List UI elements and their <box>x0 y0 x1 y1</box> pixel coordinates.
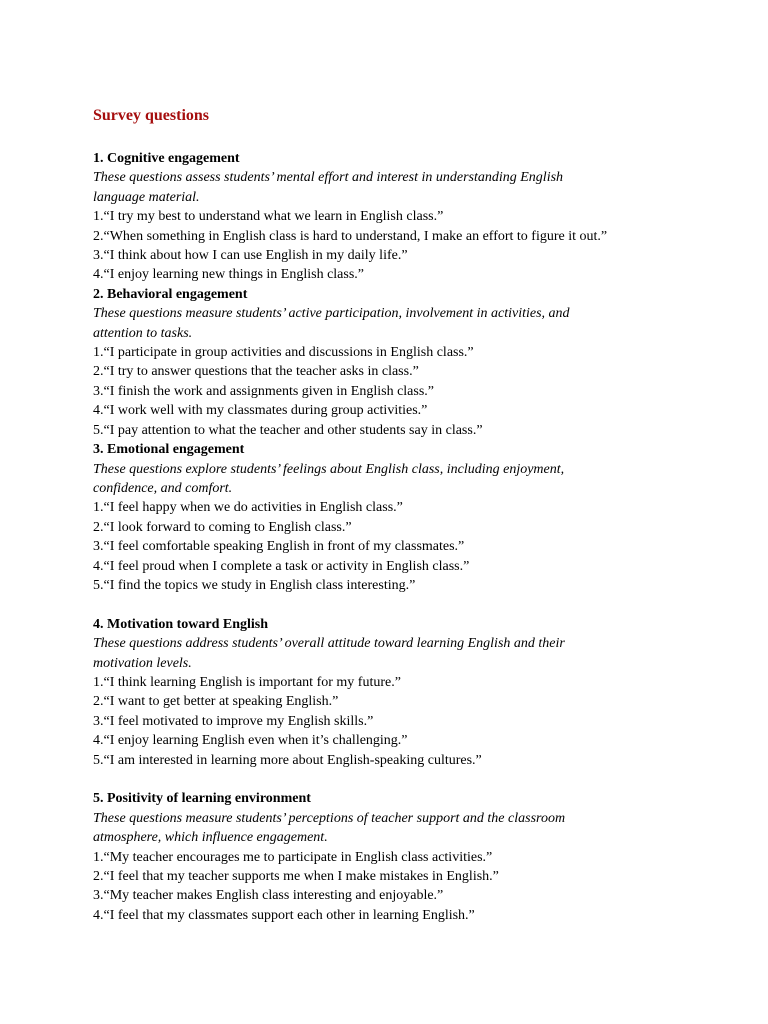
description-line: These questions address students’ overall attitude toward learning English and their <box>93 636 565 652</box>
question-item: 5.“I pay attention to what the teacher and other students say in class.” <box>93 422 483 438</box>
description-line: motivation levels. <box>93 655 192 671</box>
question-item: 1.“I think learning English is important for my future.” <box>93 674 401 690</box>
question-item: 2.“I look forward to coming to English class.” <box>93 519 352 535</box>
description-line: These questions measure students’ perceptions of teacher support and the classroom <box>93 810 566 826</box>
question-item: 1.“I participate in group activities and discussions in English class.” <box>93 345 474 361</box>
description-line: attention to tasks. <box>93 325 193 341</box>
section-behavioral-engagement <box>93 285 673 440</box>
title-spacer <box>93 127 673 149</box>
blank-line <box>93 595 673 614</box>
question-item: 1.“I feel happy when we do activities in English class.” <box>93 500 403 516</box>
question-item: 4.“I feel that my classmates support each other in learning English.” <box>93 907 475 923</box>
section-cognitive-engagement <box>93 149 673 285</box>
section-emotional-engagement <box>93 440 673 595</box>
question-item: 4.“I feel proud when I complete a task or activity in English class.” <box>93 558 470 574</box>
description-line: These questions measure students’ active participation, involvement in activities, and <box>93 306 570 322</box>
question-item: 4.“I enjoy learning new things in English class.” <box>93 267 364 283</box>
section-description <box>93 168 673 207</box>
document-title: Survey questions <box>93 107 210 124</box>
question-item: 2.“I want to get better at speaking English.” <box>93 694 339 710</box>
blank-line <box>93 770 673 789</box>
description-line: language material. <box>93 189 200 205</box>
question-list <box>93 343 673 440</box>
section-positivity-of-learning-environment <box>93 789 673 925</box>
question-item: 5.“I am interested in learning more about English-speaking cultures.” <box>93 752 482 768</box>
question-list <box>93 207 673 285</box>
question-item: 3.“I think about how I can use English in my daily life.” <box>93 248 408 264</box>
question-item: 2.“I try to answer questions that the teacher asks in class.” <box>93 364 419 380</box>
section-heading: 5. Positivity of learning environment <box>93 791 311 807</box>
question-item: 2.“I feel that my teacher supports me when I make mistakes in English.” <box>93 869 499 884</box>
question-item: 3.“I feel motivated to improve my English skills.” <box>93 713 374 729</box>
description-line: These questions explore students’ feelings about English class, including enjoyment, <box>93 461 565 477</box>
question-item: 4.“I enjoy learning English even when it’s challenging.” <box>93 733 408 749</box>
section-heading: 2. Behavioral engagement <box>93 286 248 302</box>
question-item: 3.“I finish the work and assignments given in English class.” <box>93 383 434 399</box>
section-heading: 3. Emotional engagement <box>93 442 245 458</box>
question-item: 1.“My teacher encourages me to participate in English class activities.” <box>93 849 493 865</box>
description-line: These questions assess students’ mental effort and interest in understanding English <box>93 170 564 186</box>
section-description <box>93 304 673 343</box>
description-line: atmosphere, which influence engagement. <box>93 830 328 846</box>
section-description <box>93 634 673 673</box>
section-description <box>93 809 673 848</box>
question-item: 5.“I find the topics we study in English class interesting.” <box>93 577 416 593</box>
description-line: confidence, and comfort. <box>93 480 233 496</box>
section-description <box>93 460 673 499</box>
question-item: 2.“When something in English class is hard to understand, I make an effort to figure it out.” <box>93 228 608 244</box>
question-list <box>93 848 673 926</box>
document-page <box>93 105 673 925</box>
section-motivation-toward-english <box>93 615 673 770</box>
question-list <box>93 498 673 595</box>
section-heading: 1. Cognitive engagement <box>93 151 240 166</box>
question-list <box>93 673 673 770</box>
question-item: 3.“My teacher makes English class interesting and enjoyable.” <box>93 888 444 904</box>
question-item: 3.“I feel comfortable speaking English in front of my classmates.” <box>93 539 465 555</box>
section-heading: 4. Motivation toward English <box>93 616 269 632</box>
question-item: 4.“I work well with my classmates during group activities.” <box>93 403 428 419</box>
question-item: 1.“I try my best to understand what we learn in English class.” <box>93 209 444 225</box>
